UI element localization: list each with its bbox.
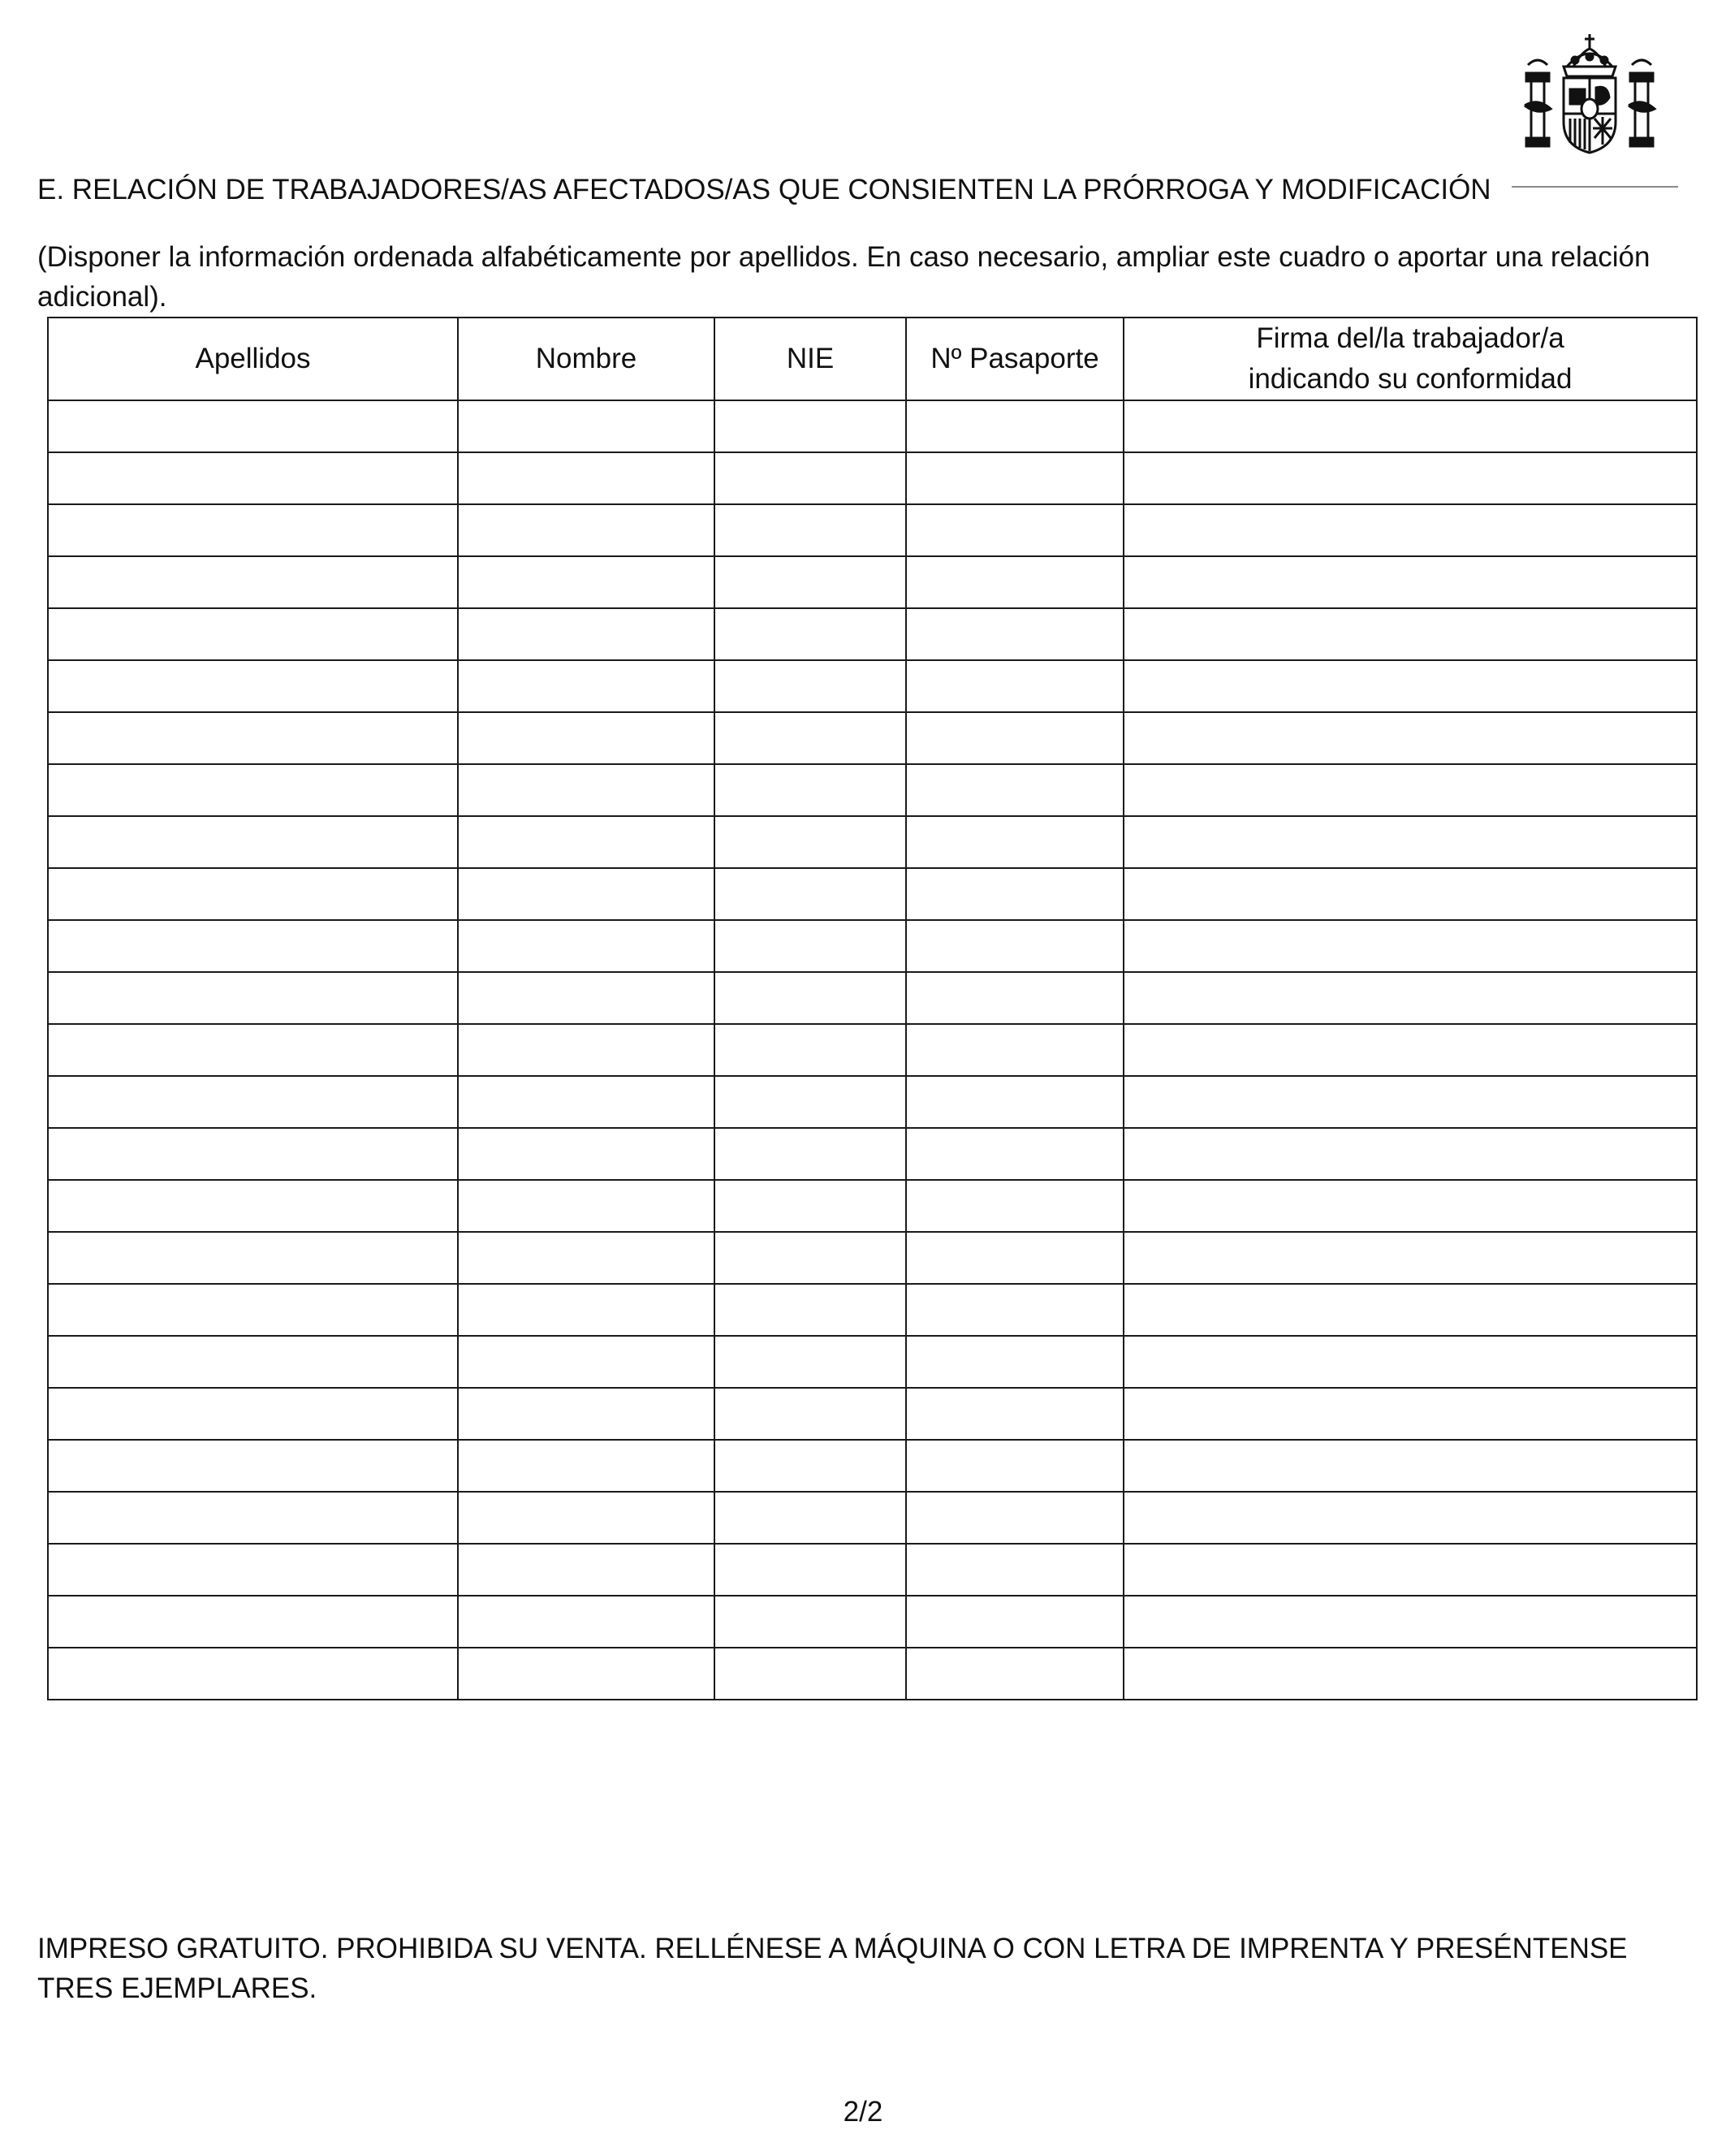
cell-nie[interactable] xyxy=(714,1440,906,1492)
cell-nie[interactable] xyxy=(714,1648,906,1700)
cell-nombre[interactable] xyxy=(458,1336,714,1388)
table-row xyxy=(48,1180,1697,1232)
cell-apellidos[interactable] xyxy=(48,816,458,868)
cell-pasaporte[interactable] xyxy=(906,1544,1124,1596)
cell-firma[interactable] xyxy=(1124,400,1697,452)
cell-nombre[interactable] xyxy=(458,1596,714,1648)
table-row xyxy=(48,1492,1697,1544)
table-row xyxy=(48,1232,1697,1284)
cell-apellidos[interactable] xyxy=(48,1492,458,1544)
cell-nie[interactable] xyxy=(714,1336,906,1388)
cell-firma[interactable] xyxy=(1124,920,1697,972)
table-row xyxy=(48,1284,1697,1336)
cell-pasaporte[interactable] xyxy=(906,920,1124,972)
cell-nie[interactable] xyxy=(714,504,906,556)
table-row xyxy=(48,556,1697,608)
cell-firma[interactable] xyxy=(1124,1180,1697,1232)
cell-nie[interactable] xyxy=(714,1544,906,1596)
cell-nie[interactable] xyxy=(714,1492,906,1544)
cell-apellidos[interactable] xyxy=(48,1336,458,1388)
table-row xyxy=(48,920,1697,972)
table-header-row xyxy=(48,318,1697,400)
column-header-pasaporte: Nº Pasaporte xyxy=(906,318,1124,400)
cell-apellidos[interactable] xyxy=(48,1232,458,1284)
cell-nie[interactable] xyxy=(714,400,906,452)
cell-apellidos[interactable] xyxy=(48,1024,458,1076)
cell-nie[interactable] xyxy=(714,1076,906,1128)
cell-nie[interactable] xyxy=(714,1128,906,1180)
cell-nombre[interactable] xyxy=(458,972,714,1024)
cell-nombre[interactable] xyxy=(458,660,714,712)
cell-pasaporte[interactable] xyxy=(906,1076,1124,1128)
cell-nombre[interactable] xyxy=(458,1180,714,1232)
cell-nombre[interactable] xyxy=(458,1076,714,1128)
workers-table xyxy=(47,317,1698,1700)
cell-pasaporte[interactable] xyxy=(906,556,1124,608)
cell-apellidos[interactable] xyxy=(48,1076,458,1128)
cell-nombre[interactable] xyxy=(458,816,714,868)
cell-nie[interactable] xyxy=(714,712,906,764)
table-row xyxy=(48,1128,1697,1180)
cell-pasaporte[interactable] xyxy=(906,452,1124,504)
cell-nie[interactable] xyxy=(714,1180,906,1232)
cell-nie[interactable] xyxy=(714,868,906,920)
cell-nombre[interactable] xyxy=(458,1388,714,1440)
cell-nombre[interactable] xyxy=(458,1024,714,1076)
column-header-nie: NIE xyxy=(714,318,906,400)
cell-nombre[interactable] xyxy=(458,504,714,556)
cell-pasaporte[interactable] xyxy=(906,1648,1124,1700)
cell-firma[interactable] xyxy=(1124,1544,1697,1596)
column-header-apellidos: Apellidos xyxy=(48,318,458,400)
cell-firma[interactable] xyxy=(1124,1440,1697,1492)
cell-firma[interactable] xyxy=(1124,712,1697,764)
table-row xyxy=(48,1024,1697,1076)
cell-apellidos[interactable] xyxy=(48,920,458,972)
table-row xyxy=(48,972,1697,1024)
cell-pasaporte[interactable] xyxy=(906,504,1124,556)
cell-pasaporte[interactable] xyxy=(906,1128,1124,1180)
table-row xyxy=(48,608,1697,660)
table-row xyxy=(48,660,1697,712)
cell-firma[interactable] xyxy=(1124,868,1697,920)
cell-nie[interactable] xyxy=(714,920,906,972)
table-row xyxy=(48,1648,1697,1700)
cell-nombre[interactable] xyxy=(458,1232,714,1284)
cell-nombre[interactable] xyxy=(458,1492,714,1544)
cell-apellidos[interactable] xyxy=(48,764,458,816)
cell-nombre[interactable] xyxy=(458,1648,714,1700)
cell-nombre[interactable] xyxy=(458,1544,714,1596)
cell-apellidos[interactable] xyxy=(48,868,458,920)
cell-firma[interactable] xyxy=(1124,1076,1697,1128)
cell-firma[interactable] xyxy=(1124,452,1697,504)
instructions-text: (Disponer la información ordenada alfabéticamente por apellidos. En caso necesario, ampliar este cuadro o aportar una relación adicional). xyxy=(37,241,1650,313)
table-row xyxy=(48,712,1697,764)
cell-firma[interactable] xyxy=(1124,1596,1697,1648)
cell-apellidos[interactable] xyxy=(48,556,458,608)
table-row xyxy=(48,1336,1697,1388)
cell-firma[interactable] xyxy=(1124,556,1697,608)
cell-pasaporte[interactable] xyxy=(906,1336,1124,1388)
cell-apellidos[interactable] xyxy=(48,972,458,1024)
cell-apellidos[interactable] xyxy=(48,712,458,764)
cell-nie[interactable] xyxy=(714,816,906,868)
cell-pasaporte[interactable] xyxy=(906,972,1124,1024)
cell-nie[interactable] xyxy=(714,660,906,712)
cell-apellidos[interactable] xyxy=(48,1180,458,1232)
cell-apellidos[interactable] xyxy=(48,660,458,712)
cell-nie[interactable] xyxy=(714,1596,906,1648)
cell-pasaporte[interactable] xyxy=(906,764,1124,816)
cell-firma[interactable] xyxy=(1124,816,1697,868)
cell-nie[interactable] xyxy=(714,452,906,504)
cell-pasaporte[interactable] xyxy=(906,608,1124,660)
coat-of-arms-emblem xyxy=(1517,24,1663,162)
cell-pasaporte[interactable] xyxy=(906,1440,1124,1492)
table-row xyxy=(48,1076,1697,1128)
cell-nombre[interactable] xyxy=(458,868,714,920)
cell-nie[interactable] xyxy=(714,1388,906,1440)
cell-nie[interactable] xyxy=(714,1232,906,1284)
cell-nombre[interactable] xyxy=(458,920,714,972)
cell-apellidos[interactable] xyxy=(48,504,458,556)
cell-apellidos[interactable] xyxy=(48,400,458,452)
section-title: E. RELACIÓN DE TRABAJADORES/AS AFECTADOS/AS QUE CONSIENTEN LA PRÓRROGA Y MODIFICACIÓN xyxy=(37,174,1491,205)
cell-apellidos[interactable] xyxy=(48,1388,458,1440)
table-row xyxy=(48,400,1697,452)
table-row xyxy=(48,1596,1697,1648)
cell-nie[interactable] xyxy=(714,608,906,660)
column-header-firma: Firma del/la trabajador/a indicando su conformidad xyxy=(1124,318,1697,400)
cell-pasaporte[interactable] xyxy=(906,1232,1124,1284)
table-row xyxy=(48,1388,1697,1440)
cell-apellidos[interactable] xyxy=(48,1128,458,1180)
cell-nie[interactable] xyxy=(714,556,906,608)
cell-nombre[interactable] xyxy=(458,1128,714,1180)
page-number: 2/2 xyxy=(843,2096,883,2128)
cell-apellidos[interactable] xyxy=(48,1544,458,1596)
cell-firma[interactable] xyxy=(1124,764,1697,816)
table-row xyxy=(48,868,1697,920)
cell-nombre[interactable] xyxy=(458,712,714,764)
cell-nombre[interactable] xyxy=(458,452,714,504)
cell-firma[interactable] xyxy=(1124,1024,1697,1076)
cell-firma[interactable] xyxy=(1124,608,1697,660)
cell-pasaporte[interactable] xyxy=(906,712,1124,764)
cell-nie[interactable] xyxy=(714,764,906,816)
cell-firma[interactable] xyxy=(1124,1492,1697,1544)
cell-pasaporte[interactable] xyxy=(906,1024,1124,1076)
cell-firma[interactable] xyxy=(1124,1648,1697,1700)
cell-nombre[interactable] xyxy=(458,608,714,660)
cell-firma[interactable] xyxy=(1124,1232,1697,1284)
cell-firma[interactable] xyxy=(1124,1128,1697,1180)
cell-firma[interactable] xyxy=(1124,1388,1697,1440)
cell-pasaporte[interactable] xyxy=(906,1284,1124,1336)
cell-nie[interactable] xyxy=(714,1284,906,1336)
cell-firma[interactable] xyxy=(1124,660,1697,712)
cell-apellidos[interactable] xyxy=(48,608,458,660)
cell-nombre[interactable] xyxy=(458,764,714,816)
cell-nie[interactable] xyxy=(714,972,906,1024)
column-header-nombre: Nombre xyxy=(458,318,714,400)
cell-pasaporte[interactable] xyxy=(906,868,1124,920)
cell-pasaporte[interactable] xyxy=(906,1596,1124,1648)
cell-pasaporte[interactable] xyxy=(906,816,1124,868)
footer-note: IMPRESO GRATUITO. PROHIBIDA SU VENTA. RELLÉNESE A MÁQUINA O CON LETRA DE IMPRENTA Y PRESÉNTENSE TRES EJEMPLARES. xyxy=(37,1933,1628,2004)
cell-firma[interactable] xyxy=(1124,1284,1697,1336)
cell-nie[interactable] xyxy=(714,1024,906,1076)
table-row xyxy=(48,816,1697,868)
table-row xyxy=(48,504,1697,556)
table-row xyxy=(48,764,1697,816)
cell-pasaporte[interactable] xyxy=(906,1180,1124,1232)
cell-nombre[interactable] xyxy=(458,556,714,608)
table-body xyxy=(48,400,1697,1700)
cell-nombre[interactable] xyxy=(458,400,714,452)
cell-firma[interactable] xyxy=(1124,972,1697,1024)
cell-pasaporte[interactable] xyxy=(906,1388,1124,1440)
header-rule xyxy=(1512,186,1678,188)
cell-pasaporte[interactable] xyxy=(906,660,1124,712)
table-row xyxy=(48,1440,1697,1492)
cell-firma[interactable] xyxy=(1124,1336,1697,1388)
cell-apellidos[interactable] xyxy=(48,1596,458,1648)
cell-pasaporte[interactable] xyxy=(906,1492,1124,1544)
cell-apellidos[interactable] xyxy=(48,452,458,504)
table-row xyxy=(48,452,1697,504)
cell-nombre[interactable] xyxy=(458,1440,714,1492)
cell-apellidos[interactable] xyxy=(48,1648,458,1700)
cell-apellidos[interactable] xyxy=(48,1440,458,1492)
cell-firma[interactable] xyxy=(1124,504,1697,556)
cell-apellidos[interactable] xyxy=(48,1284,458,1336)
cell-pasaporte[interactable] xyxy=(906,400,1124,452)
table-row xyxy=(48,1544,1697,1596)
cell-nombre[interactable] xyxy=(458,1284,714,1336)
